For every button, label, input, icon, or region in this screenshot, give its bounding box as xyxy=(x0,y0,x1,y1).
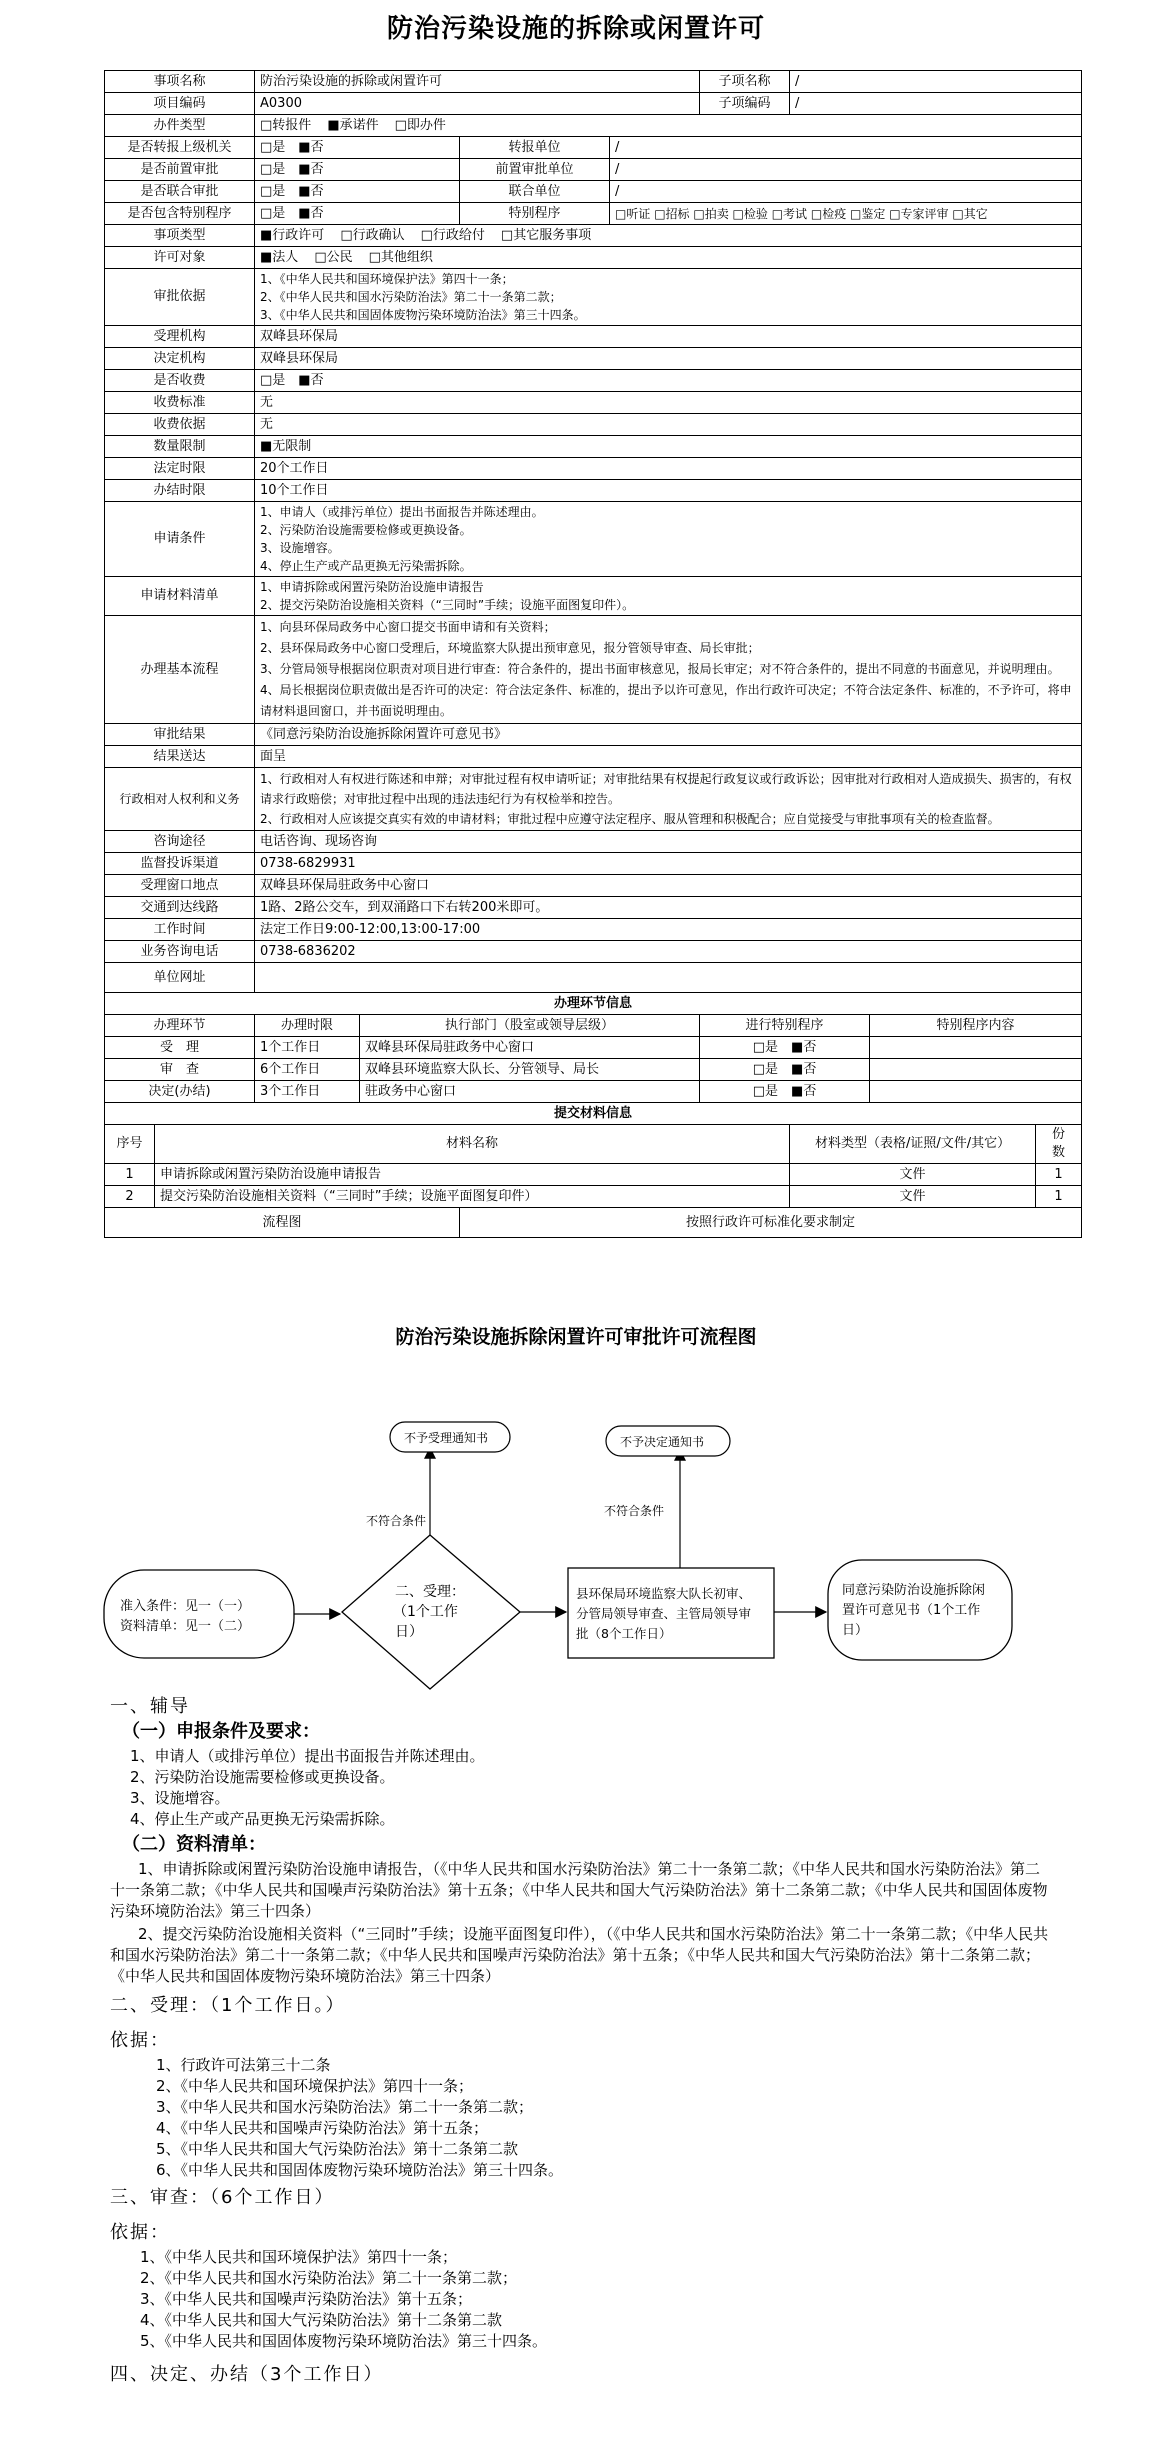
fee-basis-label: 收费依据 xyxy=(105,414,255,436)
table-row xyxy=(105,1186,1082,1208)
step-dept: 双峰县环保局驻政务中心窗口 xyxy=(360,1037,700,1059)
category-label: 事项类型 xyxy=(105,225,255,247)
flowchart-label: 流程图 xyxy=(105,1208,460,1238)
rights-value: 1、行政相对人有权进行陈述和申辩；对审批过程有权申请听证；对审批结果有权提起行政复议或行政诉讼；因审批对行政相对人造成损失、损害的，有权请求行政赔偿；对审批过程中出现的违法违纪行为有权检举和控告。 2、行政相对人应该提交真实有效的申请材料；审批过程中应遵守法定程序、服从管理和积极配合；应自觉接受与审批事项有关的检查监督。 xyxy=(255,768,1082,831)
promise-time-label: 办结时限 xyxy=(105,480,255,502)
checkbox-tender: □招标 xyxy=(654,206,690,221)
step-content xyxy=(870,1081,1082,1103)
transfer-unit-value: / xyxy=(610,137,1082,159)
table-row xyxy=(105,1037,1082,1059)
fee-standard-label: 收费标准 xyxy=(105,392,255,414)
window-label: 受理窗口地点 xyxy=(105,875,255,897)
flow-start-text-2: 资料清单：见一（二） xyxy=(120,1619,251,1634)
guide-decide-heading: 四、决定、办结（3个工作日） xyxy=(110,2364,384,2385)
conditions-label: 申请条件 xyxy=(105,502,255,577)
special-procedure-value: □是 ■否 xyxy=(255,203,460,225)
checkbox-admin-license: ■行政许可 xyxy=(260,227,325,243)
flowchart-note: 按照行政许可标准化要求制定 xyxy=(460,1208,1082,1238)
checkbox-other: □其它 xyxy=(952,206,988,221)
flow-accept-text-3: 日） xyxy=(395,1624,423,1640)
flow-accept-text-1: 二、受理： xyxy=(395,1584,465,1600)
decide-org-value: 双峰县环保局 xyxy=(255,348,1082,370)
sub-item-code-value: / xyxy=(790,93,1082,115)
traffic-label: 交通到达线路 xyxy=(105,897,255,919)
submit-header-count: 份 数 xyxy=(1036,1125,1082,1164)
checkbox-promise: ■承诺件 xyxy=(327,117,379,133)
table-row xyxy=(105,1059,1082,1081)
sub-item-name-label: 子项名称 xyxy=(700,71,790,93)
transfer-label: 是否转报上级机关 xyxy=(105,137,255,159)
flow-accept-text-2: （1个工作 xyxy=(393,1604,458,1620)
flow-reject1-condition: 不符合条件 xyxy=(366,1514,427,1528)
item-name-value: 防治污染设施的拆除或闲置许可 xyxy=(255,71,700,93)
promise-time-value: 10个工作日 xyxy=(255,480,1082,502)
transfer-unit-label: 转报单位 xyxy=(460,137,610,159)
guide-heading: 一、辅导 xyxy=(110,1696,190,1717)
submit-name: 申请拆除或闲置污染防治设施申请报告 xyxy=(155,1164,790,1186)
checkbox-immediate: □即办件 xyxy=(394,117,446,133)
transfer-value: □是 ■否 xyxy=(255,137,460,159)
checkbox-admin-confirm: □行政确认 xyxy=(340,227,405,243)
guide-basis2-text: 1、《中华人民共和国环境保护法》第四十一条； 2、《中华人民共和国水污染防治法》第二十一条第二款； 3、《中华人民共和国噪声污染防治法》第十五条； 4、《中华人民共和国大气污染防治法》第十二条第二款 5、《中华人民共和国固体废物污染环境防治法》第三十四条。 xyxy=(140,2248,548,2350)
steps-header-dept: 执行部门（股室或领导层级） xyxy=(360,1015,700,1037)
checkbox-exam: □考试 xyxy=(771,206,808,221)
steps-header-time: 办理时限 xyxy=(255,1015,360,1037)
consult-value: 电话咨询、现场咨询 xyxy=(255,831,1082,853)
step-content xyxy=(870,1037,1082,1059)
flow-reject2-text: 不予决定通知书 xyxy=(620,1435,705,1449)
checkbox-appraisal: □鉴定 xyxy=(850,206,886,221)
item-info-table xyxy=(104,70,1082,1238)
target-label: 许可对象 xyxy=(105,247,255,269)
guide-basis1-text: 1、行政许可法第三十二条 2、《中华人民共和国环境保护法》第四十一条； 3、《中华人民共和国水污染防治法》第二十一条第二款； 4、《中华人民共和国噪声污染防治法》第十五条； 5、《中华人民共和国大气污染防治法》第十二条第二款 6、《中华人民共和国固体废物污染环境防治法》第三十四条。 xyxy=(156,2056,564,2179)
flow-review-text-1: 县环保局环境监察大队长初审、 xyxy=(576,1586,752,1601)
step-time: 1个工作日 xyxy=(255,1037,360,1059)
guidance-section xyxy=(110,1690,1050,2389)
process-value: 1、向县环保局政务中心窗口提交书面申请和有关资料； 2、县环保局政务中心窗口受理后，环境监察大队提出预审意见，报分管领导审查、局长审批； 3、分管局领导根据岗位职责对项目进行审查：符合条件的，提出书面审核意见，报局长审定；对不符合条件的，提出不同意的书面意见，并说明理由。 4、局长根据岗位职责做出是否许可的决定：符合法定条件、标准的，提出予以许可意见，作出行政许可决定；不符合法定条件、标准的，不予许可，将申请材料退回窗口，并书面说明理由。 xyxy=(255,616,1082,724)
table-row xyxy=(105,1164,1082,1186)
steps-header-content: 特别程序内容 xyxy=(870,1015,1082,1037)
guide-list-heading: （二）资料清单： xyxy=(122,1834,266,1855)
pre-approval-unit-value: / xyxy=(610,159,1082,181)
flow-review-text-3: 批（8个工作日） xyxy=(576,1626,672,1641)
item-code-label: 项目编码 xyxy=(105,93,255,115)
step-special: □是 ■否 xyxy=(700,1081,870,1103)
accept-org-label: 受理机构 xyxy=(105,326,255,348)
item-code-value: A0300 xyxy=(255,93,700,115)
materials-label: 申请材料清单 xyxy=(105,577,255,616)
hours-label: 工作时间 xyxy=(105,919,255,941)
basis-label: 审批依据 xyxy=(105,269,255,326)
joint-approval-label: 是否联合审批 xyxy=(105,181,255,203)
flow-start-node xyxy=(104,1570,294,1658)
hours-value: 法定工作日9:00-12:00,13:00-17:00 xyxy=(255,919,1082,941)
category-options xyxy=(255,225,1082,247)
flow-reject1-text: 不予受理通知书 xyxy=(404,1431,489,1445)
special-procedure-options xyxy=(610,203,1082,225)
website-value xyxy=(255,963,1082,993)
checkbox-quarantine: □检疫 xyxy=(810,206,847,221)
fee-standard-value: 无 xyxy=(255,392,1082,414)
accept-org-value: 双峰县环保局 xyxy=(255,326,1082,348)
consult-label: 咨询途径 xyxy=(105,831,255,853)
step-time: 6个工作日 xyxy=(255,1059,360,1081)
website-label: 单位网址 xyxy=(105,963,255,993)
guide-list-item-2: 2、提交污染防治设施相关资料（“三同时”手续；设施平面图复印件），（《中华人民共和国水污染防治法》第二十一条第二款；《中华人民共和国水污染防治法》第二十一条第二款；《中华人民共和国噪声污染防治法》第十五条；《中华人民共和国大气污染防治法》第十二条第二款；《中华人民共和国固体废物污染环境防治法》第三十四条） xyxy=(110,1925,1049,1985)
steps-header-special: 进行特别程序 xyxy=(700,1015,870,1037)
step-name: 审 查 xyxy=(105,1059,255,1081)
flowchart-title: 防治污染设施拆除闲置许可审批许可流程图 xyxy=(395,1326,757,1348)
submit-no: 1 xyxy=(105,1164,155,1186)
submit-section-title: 提交材料信息 xyxy=(105,1103,1082,1125)
guide-conditions-heading: （一）申报条件及要求： xyxy=(122,1721,320,1742)
step-name: 决定(办结) xyxy=(105,1081,255,1103)
submit-count: 1 xyxy=(1036,1164,1082,1186)
checkbox-expert-review: □专家评审 xyxy=(889,206,949,221)
flow-end-text-1: 同意污染防治设施拆除闲 xyxy=(842,1583,986,1598)
process-label: 办理基本流程 xyxy=(105,616,255,724)
guide-conditions-text: 1、申请人（或排污单位）提出书面报告并陈述理由。 2、污染防治设施需要检修或更换设备。 3、设施增容。 4、停止生产或产品更换无污染需拆除。 xyxy=(130,1747,485,1828)
guide-list-item-1: 1、申请拆除或闲置污染防治设施申请报告，（《中华人民共和国水污染防治法》第二十一条第二款；《中华人民共和国水污染防治法》第二十一条第二款；《中华人民共和国噪声污染防治法》第十五条；《中华人民共和国大气污染防治法》第十二条第二款；《中华人民共和国固体废物污染环境防治法》第三十四条） xyxy=(110,1860,1048,1920)
rights-label: 行政相对人权利和义务 xyxy=(105,768,255,831)
checkbox-other-org: □其他组织 xyxy=(368,249,433,265)
sub-item-code-label: 子项编码 xyxy=(700,93,790,115)
target-options xyxy=(255,247,1082,269)
quantity-limit-value: ■无限制 xyxy=(255,436,1082,458)
case-type-options xyxy=(255,115,1082,137)
fee-value: □是 ■否 xyxy=(255,370,1082,392)
step-special: □是 ■否 xyxy=(700,1059,870,1081)
submit-name: 提交污染防治设施相关资料（“三同时”手续；设施平面图复印件） xyxy=(155,1186,790,1208)
step-dept: 驻政务中心窗口 xyxy=(360,1081,700,1103)
checkbox-citizen: □公民 xyxy=(314,249,353,265)
checkbox-auction: □拍卖 xyxy=(693,206,729,221)
checkbox-hearing: □听证 xyxy=(615,206,651,221)
basis-value: 1、《中华人民共和国环境保护法》第四十一条； 2、《中华人民共和国水污染防治法》第二十一条第二款； 3、《中华人民共和国固体废物污染环境防治法》第三十四条。 xyxy=(255,269,1082,326)
flow-review-text-2: 分管局领导审查、主管局领导审 xyxy=(576,1606,752,1621)
steps-section-title: 办理环节信息 xyxy=(105,993,1082,1015)
phone-value: 0738-6836202 xyxy=(255,941,1082,963)
special-procedure-label: 是否包含特别程序 xyxy=(105,203,255,225)
submit-no: 2 xyxy=(105,1186,155,1208)
submit-header-name: 材料名称 xyxy=(155,1125,790,1164)
checkbox-other-service: □其它服务事项 xyxy=(500,227,592,243)
step-special: □是 ■否 xyxy=(700,1037,870,1059)
step-dept: 双峰县环境监察大队长、分管领导、局长 xyxy=(360,1059,700,1081)
item-name-label: 事项名称 xyxy=(105,71,255,93)
conditions-value: 1、申请人（或排污单位）提出书面报告并陈述理由。 2、污染防治设施需要检修或更换设备。 3、设施增容。 4、停止生产或产品更换无污染需拆除。 xyxy=(255,502,1082,577)
pre-approval-label: 是否前置审批 xyxy=(105,159,255,181)
guide-review-heading: 三、审查：（6个工作日） xyxy=(110,2187,335,2208)
pre-approval-unit-label: 前置审批单位 xyxy=(460,159,610,181)
phone-label: 业务咨询电话 xyxy=(105,941,255,963)
result-value: 《同意污染防治设施拆除闲置许可意见书》 xyxy=(255,724,1082,746)
pre-approval-value: □是 ■否 xyxy=(255,159,460,181)
materials-value: 1、申请拆除或闲置污染防治设施申请报告 2、提交污染防治设施相关资料（“三同时”手续；设施平面图复印件）。 xyxy=(255,577,1082,616)
submit-header-type: 材料类型（表格/证照/文件/其它） xyxy=(790,1125,1036,1164)
submit-type: 文件 xyxy=(790,1186,1036,1208)
document-title: 防治污染设施的拆除或闲置许可 xyxy=(386,14,765,44)
step-name: 受 理 xyxy=(105,1037,255,1059)
window-value: 双峰县环保局驻政务中心窗口 xyxy=(255,875,1082,897)
joint-unit-value: / xyxy=(610,181,1082,203)
submit-count: 1 xyxy=(1036,1186,1082,1208)
steps-header-step: 办理环节 xyxy=(105,1015,255,1037)
legal-time-value: 20个工作日 xyxy=(255,458,1082,480)
guide-basis1-label: 依据： xyxy=(110,2030,170,2051)
step-content xyxy=(870,1059,1082,1081)
flowchart-diagram xyxy=(0,1350,1152,1690)
sub-item-name-value: / xyxy=(790,71,1082,93)
flow-end-text-2: 置许可意见书（1个工作 xyxy=(842,1603,981,1618)
submit-type: 文件 xyxy=(790,1164,1036,1186)
delivery-label: 结果送达 xyxy=(105,746,255,768)
joint-approval-value: □是 ■否 xyxy=(255,181,460,203)
submit-header-no: 序号 xyxy=(105,1125,155,1164)
traffic-value: 1路、2路公交车，到双涌路口下右转200米即可。 xyxy=(255,897,1082,919)
checkbox-legal-person: ■法人 xyxy=(260,249,299,265)
guide-basis2-label: 依据： xyxy=(110,2222,170,2243)
fee-label: 是否收费 xyxy=(105,370,255,392)
decide-org-label: 决定机构 xyxy=(105,348,255,370)
special-procedure-type-label: 特别程序 xyxy=(460,203,610,225)
delivery-value: 面呈 xyxy=(255,746,1082,768)
step-time: 3个工作日 xyxy=(255,1081,360,1103)
flow-end-text-3: 日） xyxy=(842,1623,869,1638)
fee-basis-value: 无 xyxy=(255,414,1082,436)
checkbox-inspection: □检验 xyxy=(732,206,768,221)
checkbox-transfer: □转报件 xyxy=(260,117,312,133)
checkbox-admin-payment: □行政给付 xyxy=(420,227,485,243)
complaint-label: 监督投诉渠道 xyxy=(105,853,255,875)
flow-reject2-condition: 不符合条件 xyxy=(604,1504,665,1518)
joint-unit-label: 联合单位 xyxy=(460,181,610,203)
flow-start-text-1: 准入条件：见一（一） xyxy=(120,1599,251,1614)
quantity-limit-label: 数量限制 xyxy=(105,436,255,458)
table-row xyxy=(105,1081,1082,1103)
case-type-label: 办件类型 xyxy=(105,115,255,137)
complaint-value: 0738-6829931 xyxy=(255,853,1082,875)
result-label: 审批结果 xyxy=(105,724,255,746)
legal-time-label: 法定时限 xyxy=(105,458,255,480)
guide-accept-heading: 二、受理：（1个工作日。） xyxy=(110,1995,346,2016)
